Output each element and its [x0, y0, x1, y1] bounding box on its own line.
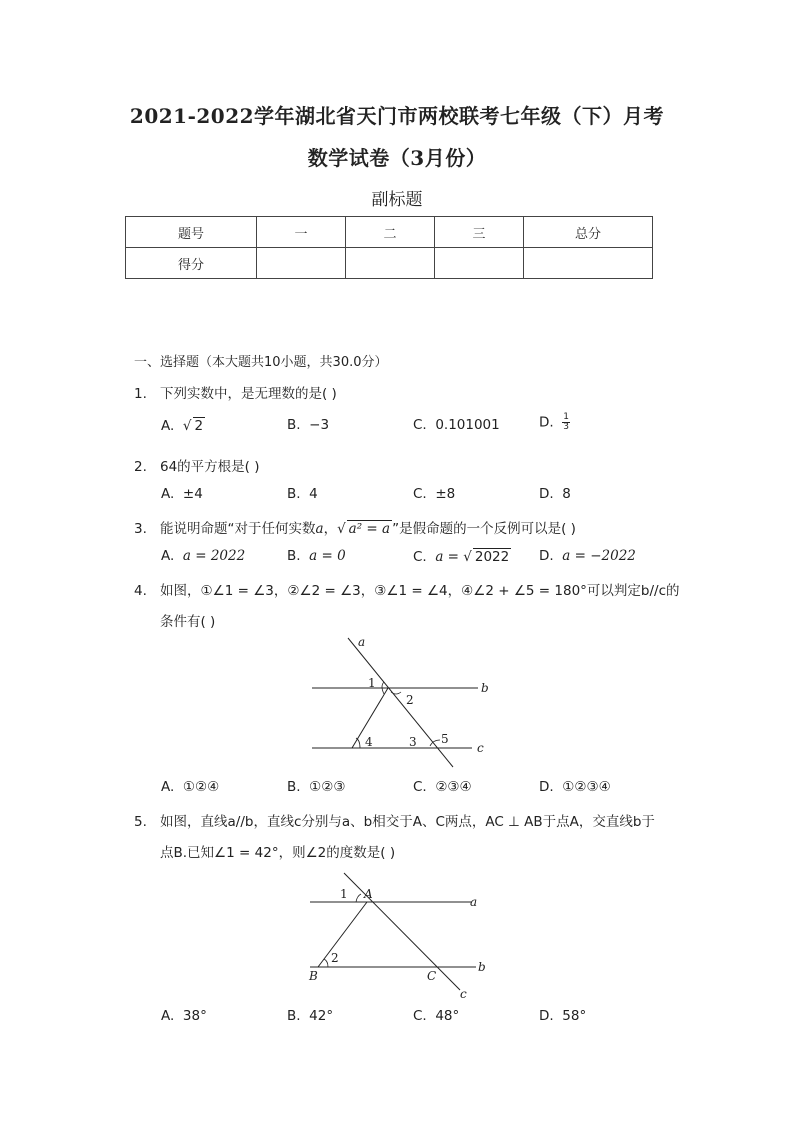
question-text: 下列实数中，是无理数的是( )	[160, 386, 337, 402]
q5-option-a: A. 38°	[161, 1008, 207, 1024]
q4-label-c: c	[477, 741, 484, 755]
q5-label-2: 2	[331, 951, 339, 965]
question-number: 4.	[134, 583, 147, 599]
q2-option-a: A. ±4	[161, 486, 203, 502]
sqrt-sign: √	[463, 549, 472, 565]
q2-option-c: C. ±8	[413, 486, 456, 502]
score-header-part-2: 二	[346, 217, 435, 248]
q1-option-b: B. −3	[287, 417, 330, 433]
question-4	[134, 579, 680, 599]
question-2	[134, 455, 260, 475]
score-header-question-no: 题号	[126, 217, 257, 248]
q4-label-5: 5	[441, 732, 449, 746]
score-header-total: 总分	[524, 217, 653, 248]
q5-label-b: b	[478, 960, 486, 974]
section-heading: 一、选择题（本大题共10小题，共30.0分）	[134, 355, 388, 370]
exam-subtitle: 副标题	[371, 190, 423, 210]
q5-label-B: B	[309, 969, 318, 983]
q5-label-c: c	[460, 987, 467, 1001]
q1-option-d: D. $\frac{1}{3}$	[539, 412, 570, 432]
q3-option-c: C. a = √ 2022	[413, 549, 510, 565]
q4-option-d: D. ①②③④	[539, 779, 611, 795]
score-header-part-1: 一	[257, 217, 346, 248]
q1-option-c: C. 0.101001	[413, 417, 500, 433]
q5-figure	[300, 865, 500, 1005]
question-5	[134, 810, 655, 830]
fraction: $\frac{1}{3}$	[563, 412, 570, 432]
question-5-line2: 点B.已知∠1 = 42°，则∠2的度数是( )	[160, 845, 396, 861]
score-cell-total	[524, 248, 653, 279]
sqrt-sign: √	[182, 418, 192, 434]
q5-option-d: D. 58°	[539, 1008, 587, 1024]
q3-option-d: D. a = −2022	[539, 548, 636, 564]
q3-option-b: B. a = 0	[287, 548, 346, 564]
q4-label-2: 2	[406, 693, 414, 707]
q2-option-d: D. 8	[539, 486, 571, 502]
q5-label-a: a	[470, 895, 478, 909]
q4-label-a: a	[358, 635, 366, 649]
question-1	[134, 382, 337, 402]
score-table	[125, 216, 653, 279]
q5-label-C: C	[427, 969, 437, 983]
question-4-line2: 条件有( )	[160, 614, 216, 630]
question-number: 1.	[134, 386, 147, 402]
score-row-label: 得分	[126, 248, 257, 279]
question-3: 3. 能说明命题“对于任何实数a，√ a² = a ”是假命题的一个反例可以是( )	[134, 521, 576, 537]
q4-label-b: b	[481, 681, 489, 695]
score-table-header-row	[126, 217, 653, 248]
question-text: 64的平方根是( )	[160, 459, 260, 475]
q5-label-A: A	[364, 887, 373, 901]
exam-title-line1: 2021-2022学年湖北省天门市两校联考七年级（下）月考	[129, 104, 665, 128]
score-cell-1	[257, 248, 346, 279]
question-number: 2.	[134, 459, 147, 475]
q4-label-3: 3	[409, 735, 417, 749]
q4-option-a: A. ①②④	[161, 779, 220, 795]
score-header-part-3: 三	[435, 217, 524, 248]
question-text: 如图，直线a//b，直线c分别与a、b相交于A、C两点，AC ⊥ AB于点A，交直线b于	[160, 814, 655, 830]
q1-option-a: A. √ 2	[161, 418, 204, 434]
q4-figure	[300, 630, 500, 775]
exam-title-line2: 数学试卷（3月份）	[307, 146, 487, 170]
q5-label-1: 1	[340, 887, 348, 901]
q4-option-c: C. ②③④	[413, 779, 472, 795]
question-number: 3.	[134, 521, 147, 537]
q5-option-b: B. 42°	[287, 1008, 334, 1024]
q4-label-4: 4	[365, 735, 373, 749]
score-cell-2	[346, 248, 435, 279]
q3-option-a: A. a = 2022	[161, 548, 246, 564]
question-number: 5.	[134, 814, 147, 830]
q5-option-c: C. 48°	[413, 1008, 460, 1024]
q2-option-b: B. 4	[287, 486, 318, 502]
q4-label-1: 1	[368, 676, 376, 690]
score-table-score-row	[126, 248, 653, 279]
q4-option-b: B. ①②③	[287, 779, 346, 795]
score-cell-3	[435, 248, 524, 279]
question-text: 如图，①∠1 = ∠3，②∠2 = ∠3，③∠1 = ∠4，④∠2 + ∠5 = 180°可以判定b//c的	[160, 583, 680, 599]
sqrt-sign: √	[337, 521, 346, 537]
